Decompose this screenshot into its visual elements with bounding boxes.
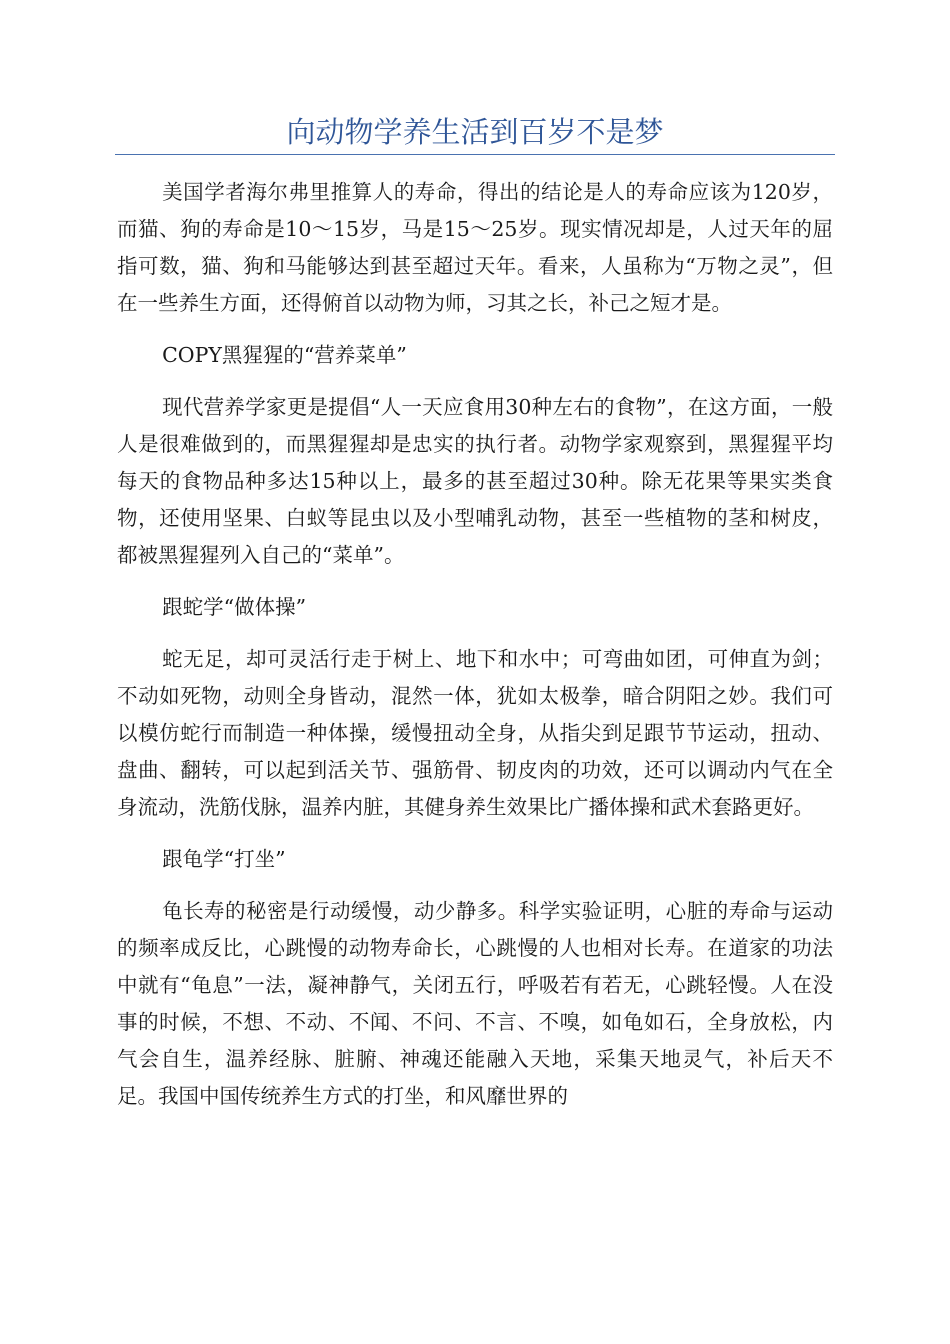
section-heading-turtle: 跟龟学“打坐” — [162, 847, 286, 871]
paragraph-snake: 蛇无足，却可灵活行走于树上、地下和水中；可弯曲如团，可伸直为剑；不动如死物，动则全身皆动，混然一体，犹如太极拳，暗合阴阳之妙。我们可以模仿蛇行而制造一种体操，缓慢扭动全身，从指尖到足跟节节运动，扭动、盘曲、翻转，可以起到活关节、强筋骨、韧皮肉的功效，还可以调动内气在全身流动，洗筋伐脉，温养内脏，其健身养生效果比广播体操和武术套路更好。 — [117, 647, 833, 819]
title-underline — [115, 154, 835, 155]
section-heading-chimpanzee: COPY黑猩猩的“营养菜单” — [162, 343, 407, 367]
paragraph-chimpanzee: 现代营养学家更是提倡“人一天应食用30种左右的食物”，在这方面，一般人是很难做到的，而黑猩猩却是忠实的执行者。动物学家观察到，黑猩猩平均每天的食物品种多达15种以上，最多的甚至超过30种。除无花果等果实类食物，还使用坚果、白蚁等昆虫以及小型哺乳动物，甚至一些植物的茎和树皮，都被黑猩猩列入自己的“菜单”。 — [117, 395, 833, 567]
paragraph-turtle: 龟长寿的秘密是行动缓慢，动少静多。科学实验证明，心脏的寿命与运动的频率成反比，心跳慢的动物寿命长，心跳慢的人也相对长寿。在道家的功法中就有“龟息”一法，凝神静气，关闭五行，呼吸若有若无，心跳轻慢。人在没事的时候，不想、不动、不闻、不问、不言、不嗅，如龟如石，全身放松，内气会自生，温养经脉、脏腑、神魂还能融入天地，采集天地灵气，补后天不足。我国中国传统养生方式的打坐，和风靡世界的 — [117, 899, 833, 1108]
section-heading-snake: 跟蛇学“做体操” — [162, 595, 307, 619]
paragraph-intro: 美国学者海尔弗里推算人的寿命，得出的结论是人的寿命应该为120岁，而猫、狗的寿命是10～15岁，马是15～25岁。现实情况却是，人过天年的屈指可数，猫、狗和马能够达到甚至超过天年。看来，人虽称为“万物之灵”，但在一些养生方面，还得俯首以动物为师，习其之长，补己之短才是。 — [117, 180, 833, 315]
document-body — [117, 174, 833, 1130]
document-title: 向动物学养生活到百岁不是梦 — [286, 115, 664, 149]
